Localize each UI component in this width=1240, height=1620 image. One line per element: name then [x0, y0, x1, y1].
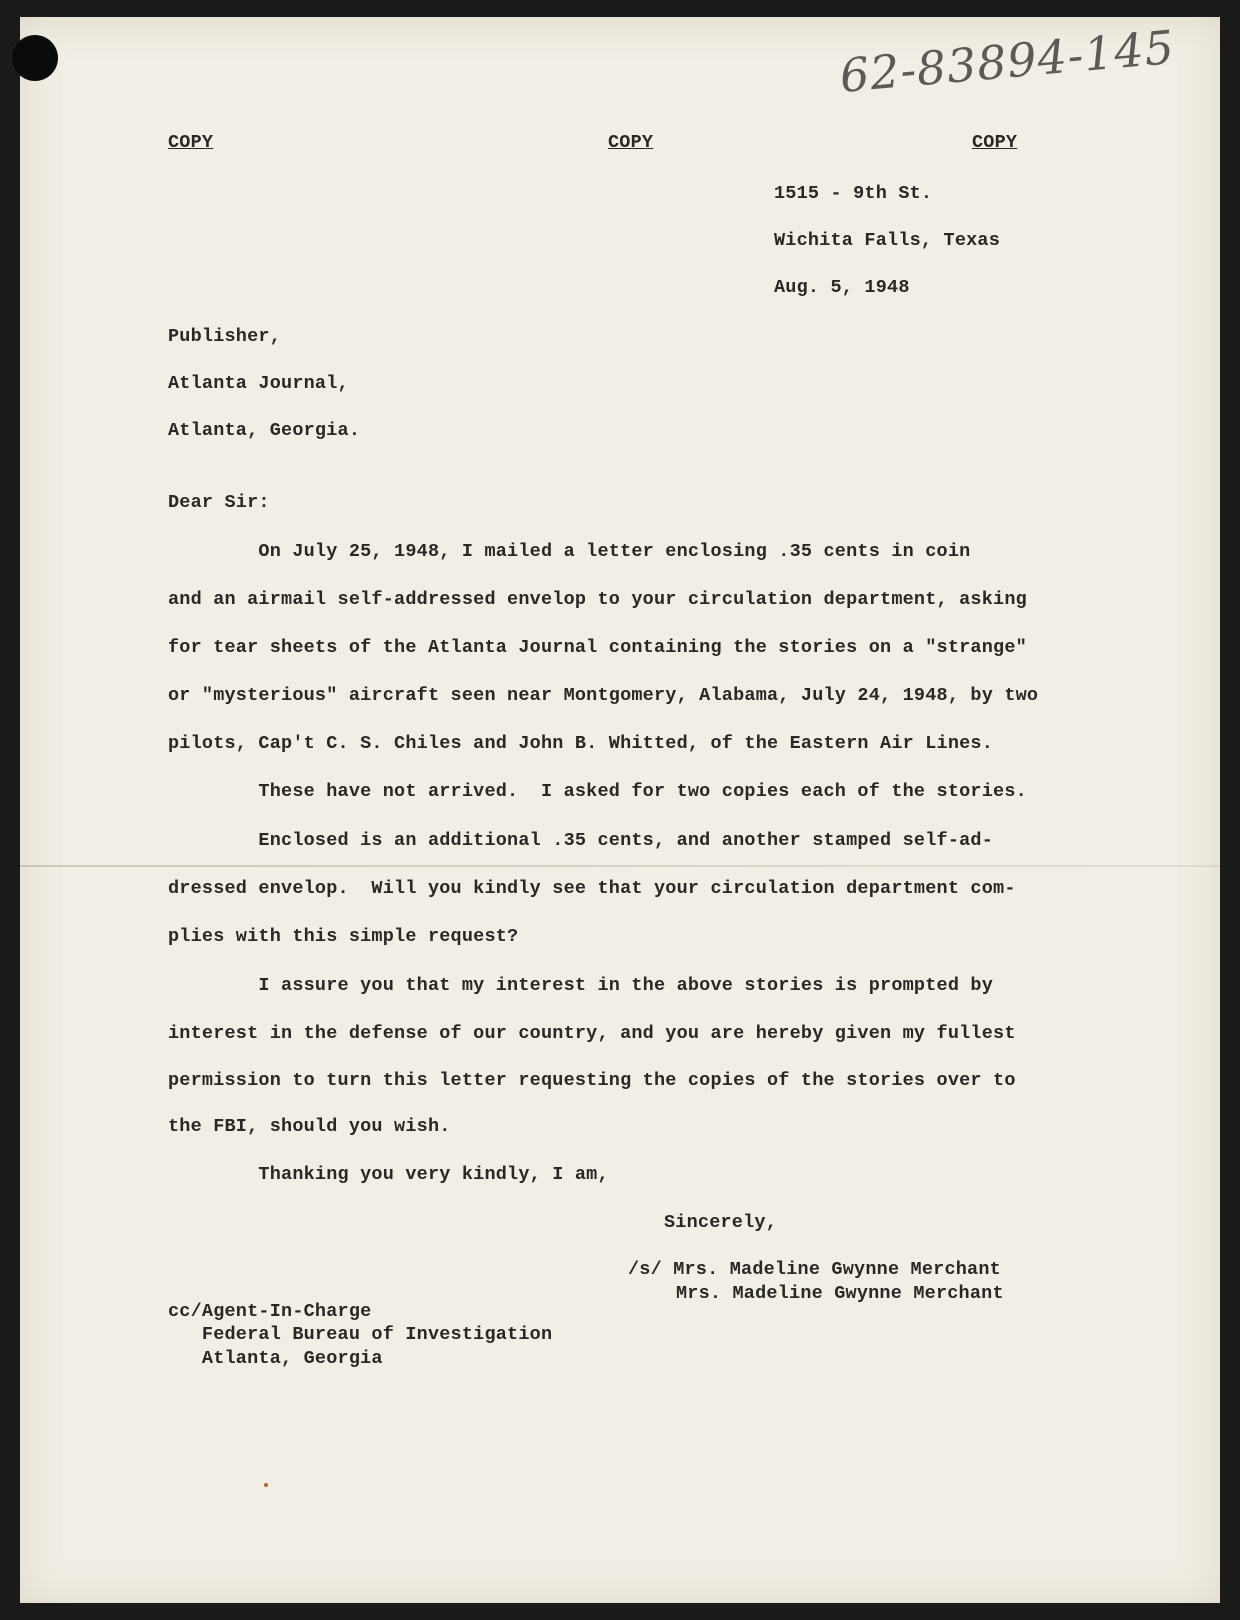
recipient-line-3: Atlanta, Georgia.: [168, 420, 361, 441]
cc-line-1: cc/Agent-In-Charge: [168, 1301, 372, 1322]
body-line: for tear sheets of the Atlanta Journal containing the stories on a "strange": [168, 637, 1027, 658]
body-line: pilots, Cap't C. S. Chiles and John B. Whitted, of the Eastern Air Lines.: [168, 733, 994, 754]
signature-line: /s/ Mrs. Madeline Gwynne Merchant: [628, 1259, 1001, 1280]
body-line: dressed envelop. Will you kindly see that your circulation department com-: [168, 878, 1016, 899]
body-line: plies with this simple request?: [168, 926, 519, 947]
letter-page: [20, 17, 1220, 1603]
salutation: Dear Sir:: [168, 492, 270, 513]
body-line: These have not arrived. I asked for two copies each of the stories.: [168, 781, 1027, 802]
body-line: interest in the defense of our country, and you are hereby given my fullest: [168, 1023, 1016, 1044]
copy-mark-center: COPY: [608, 132, 654, 153]
body-line: Enclosed is an additional .35 cents, and another stamped self-ad-: [168, 830, 994, 851]
ink-speck: [264, 1483, 268, 1487]
body-line: permission to turn this letter requesting the copies of the stories over to: [168, 1070, 1016, 1091]
closing: Sincerely,: [664, 1212, 778, 1233]
body-line: and an airmail self-addressed envelop to your circulation department, asking: [168, 589, 1027, 610]
body-line: Thanking you very kindly, I am,: [168, 1164, 609, 1185]
return-city: Wichita Falls, Texas: [774, 230, 1001, 251]
letter-date: Aug. 5, 1948: [774, 277, 910, 298]
body-line: or "mysterious" aircraft seen near Montgomery, Alabama, July 24, 1948, by two: [168, 685, 1039, 706]
body-line: On July 25, 1948, I mailed a letter enclosing .35 cents in coin: [168, 541, 971, 562]
body-line: I assure you that my interest in the above stories is prompted by: [168, 975, 994, 996]
copy-mark-left: COPY: [168, 132, 214, 153]
recipient-line-2: Atlanta Journal,: [168, 373, 349, 394]
return-street: 1515 - 9th St.: [774, 183, 933, 204]
copy-mark-right: COPY: [972, 132, 1018, 153]
handwritten-file-number: 62-83894-145: [837, 19, 1177, 103]
typed-name: Mrs. Madeline Gwynne Merchant: [676, 1283, 1004, 1304]
fold-crease: [20, 865, 1220, 867]
cc-line-2: Federal Bureau of Investigation: [168, 1324, 553, 1345]
punch-hole: [12, 35, 58, 81]
recipient-line-1: Publisher,: [168, 326, 282, 347]
cc-line-3: Atlanta, Georgia: [168, 1348, 383, 1369]
body-line: the FBI, should you wish.: [168, 1116, 451, 1137]
